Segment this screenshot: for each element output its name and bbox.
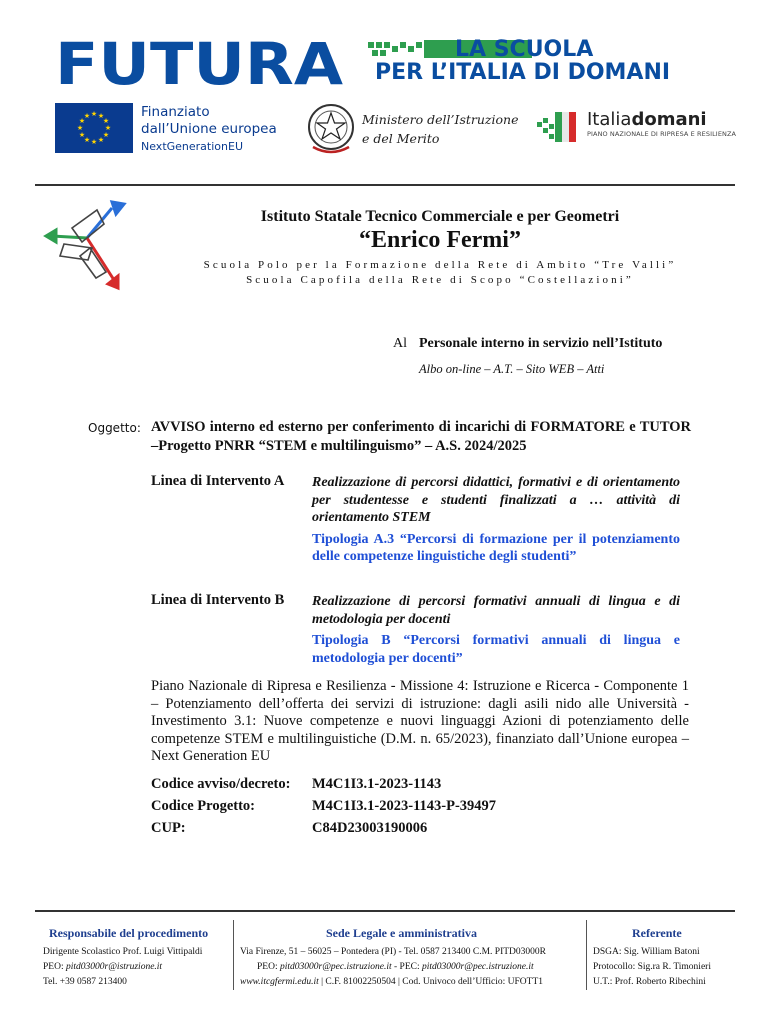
line-b-tipologia: Tipologia B “Percorsi formativi annuali di lingua e metodologia per docenti” [312,633,680,666]
code-progetto-label: Codice Progetto: [151,798,256,814]
svg-text:★: ★ [104,124,112,132]
footer-address: Via Firenze, 51 – 56025 – Pontedera (PI) - Tel. 0587 213400 C.M. PITD03000R [240,947,546,957]
code-avviso-value: M4C1I3.1-2023-1143 [312,776,442,792]
pnrr-description: Piano Nazionale di Ripresa e Resilienza - Missione 4: Istruzione e Ricerca - Componente 1 – Potenziamento dell’offerta dei servizi di istruzione: dagli asili nido alle Università - Investimento 3.1: Nuove competenze e nuovi linguaggi Azioni di potenziamento delle competenze STEM e multilinguistiche (D.M. n. 65/2023), finanziato dall’Unione europea – Next Generation EU [151,678,689,764]
footer-tel: Tel. +39 0587 213400 [43,977,127,987]
svg-text:★: ★ [97,136,105,144]
code-cup-value: C84D23003190006 [312,820,428,836]
futura-logo [55,38,343,90]
footer-protocollo: Protocollo: Sig.ra R. Timonieri [593,962,711,972]
code-progetto-value: M4C1I3.1-2023-1143-P-39497 [312,798,497,814]
line-a-description: Realizzazione di percorsi didattici, formativi e di orientamento per studentesse e studenti finalizzati a … attività di orientamento STEM [312,475,680,525]
svg-text:★: ★ [97,112,105,120]
code-cup-label: CUP: [151,820,186,836]
line-b-body [312,593,680,667]
school-subtitle-capofila: Scuola Capofila della Rete di Scopo “Costellazioni” [246,274,634,286]
footer-ut: U.T.: Prof. Roberto Ribechini [593,977,706,987]
svg-text:★: ★ [78,117,86,125]
italia-bold: domani [631,109,707,130]
footer-web-cf [240,977,543,987]
scuola-line2: PER L’ITALIA DI DOMANI [375,60,671,85]
footer-website-link[interactable]: www.itcgfermi.edu.it [240,977,319,987]
school-subtitle-polo: Scuola Polo per la Formazione della Rete di Ambito “Tre Valli” [203,259,677,271]
scuola-logo-text [375,38,670,84]
ministero-line2: e del Merito [362,131,440,146]
school-title: “Enrico Fermi” [359,227,521,253]
line-b-label: Linea di Intervento B [151,592,285,608]
school-logo-icon [42,198,132,292]
subject-text: AVVISO interno ed esterno per conferimento di incarichi di FORMATORE e TUTOR –Progetto PNRR “STEM e multilinguismo” – A.S. 2024/2025 [151,419,691,454]
svg-text:★: ★ [83,112,91,120]
footer-peo-responsabile [43,962,162,972]
footer-pec-email[interactable]: pitd03000r@pec.istruzione.it [421,962,534,972]
footer-referente-heading: Referente [632,926,682,940]
italiadomani-icon [537,110,579,144]
school-name: Istituto Statale Tecnico Commerciale e per Geometri [260,208,620,225]
subject-label: Oggetto: [88,421,141,435]
scuola-line1: LA SCUOLA [455,37,594,62]
ministero-logo-text [362,110,518,148]
svg-text:★: ★ [102,131,110,139]
line-a-tipologia: Tipologia A.3 “Percorsi di formazione per il potenziamento delle competenze linguistiche degli studenti” [312,531,680,564]
footer-sede-heading: Sede Legale e amministrativa [326,926,477,940]
footer-responsabile-heading: Responsabile del procedimento [49,926,209,940]
italia-regular: Italia [587,109,632,130]
svg-text:★: ★ [90,110,98,118]
line-a-body [312,474,680,566]
code-avviso-label: Codice avviso/decreto: [151,776,291,792]
futura-logo-text: FUTURA [55,38,343,90]
svg-text:★: ★ [83,136,91,144]
eu-line2: dall’Unione europea [141,121,277,137]
footer-dsga: DSGA: Sig. William Batoni [593,947,700,957]
footer-dirigente: Dirigente Scolastico Prof. Luigi Vittipaldi [43,947,203,957]
footer-column-separator [586,920,587,990]
footer-pec-label: - PEC: [391,962,420,972]
svg-text:★: ★ [76,124,84,132]
ministero-line1: Ministero dell’Istruzione [362,112,519,127]
line-a-label: Linea di Intervento A [151,473,285,489]
italia-sub: PIANO NAZIONALE DI RIPRESA E RESILIENZA [587,130,737,138]
eu-funding-text [141,104,277,155]
recipient-prefix: Al [393,336,407,351]
footer-peo-email[interactable]: pitd03000r@istruzione.it [65,962,163,972]
svg-text:★: ★ [102,117,110,125]
eu-line3: NextGenerationEU [141,140,243,153]
footer-column-separator [233,920,234,990]
footer-sede-peo-label: PEO: [257,962,278,972]
eu-line1: Finanziato [141,104,210,120]
footer-peo-label: PEO: [43,962,64,972]
footer-sede-peo-email[interactable]: pitd03000r@pec.istruzione.it [279,962,392,972]
line-b-description: Realizzazione di percorsi formativi annuali di lingua e di metodologia per docenti [312,594,680,627]
recipient-name: Personale interno in servizio nell’Istituto [419,336,663,351]
header-divider [35,184,735,186]
footer-cf-codes: | C.F. 81002250504 | Cod. Univoco dell’Ufficio: UFOTT1 [318,977,543,987]
svg-text:★: ★ [90,138,98,146]
eu-flag-icon [55,103,133,153]
italian-republic-emblem-icon [305,101,357,157]
italiadomani-text [587,109,736,138]
svg-text:★: ★ [78,131,86,139]
distribution-list: Albo on-line – A.T. – Sito WEB – Atti [419,362,605,376]
footer-divider [35,910,735,912]
footer-peo-pec [257,962,534,972]
